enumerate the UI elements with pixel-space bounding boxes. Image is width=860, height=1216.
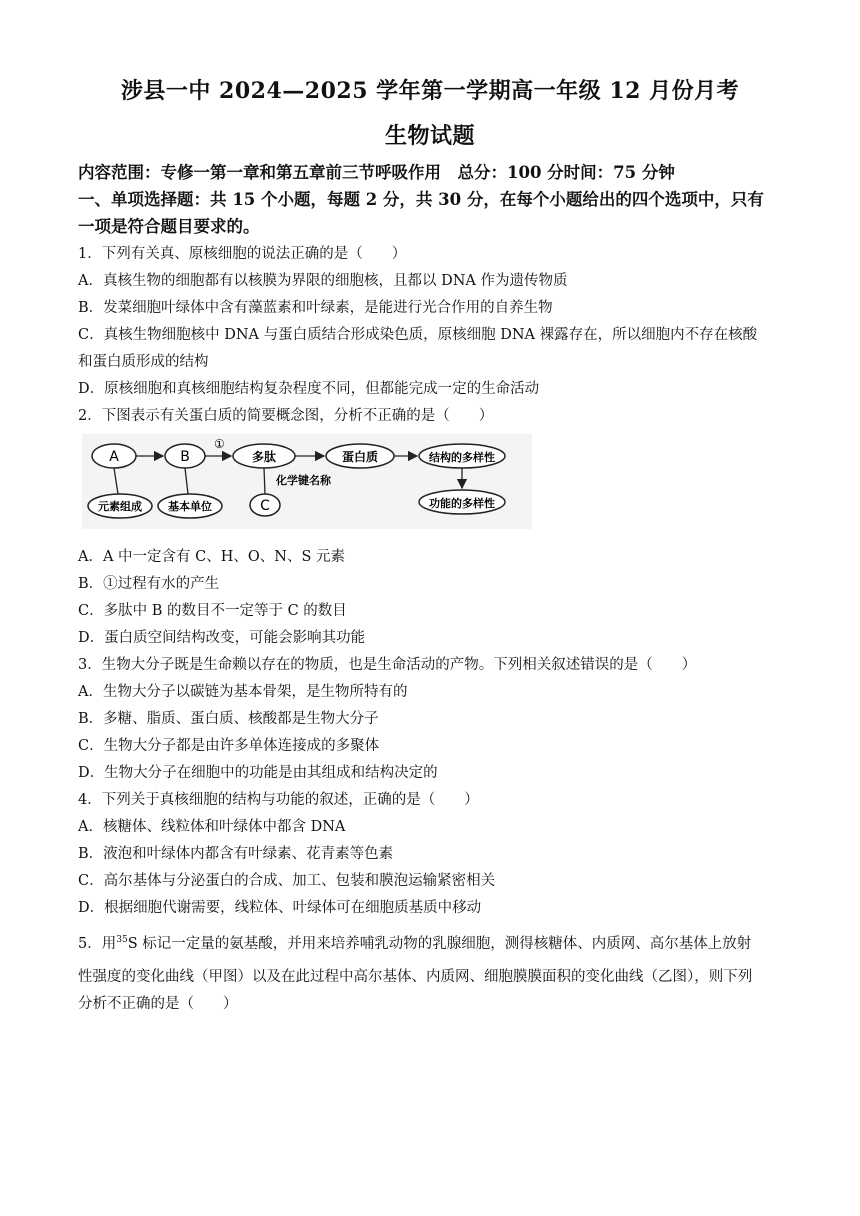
q3-option-c: C．生物大分子都是由许多单体连接成的多聚体 bbox=[78, 738, 380, 754]
q1-option-c-line2: 和蛋白质形成的结构 bbox=[78, 354, 209, 370]
q1-stem: 1．下列有关真、原核细胞的说法正确的是（ ） bbox=[78, 246, 407, 262]
q2-option-c: C．多肽中 B 的数目不一定等于 C 的数目 bbox=[78, 603, 347, 619]
node-a-label: A bbox=[109, 449, 119, 465]
q3-option-a: A．生物大分子以碳链为基本骨架，是生物所特有的 bbox=[78, 684, 408, 700]
section1-heading-line2: 一项是符合题目要求的。 bbox=[78, 217, 260, 236]
node-jiben-label: 基本单位 bbox=[168, 500, 212, 513]
q3-option-d: D．生物大分子在细胞中的功能是由其组成和结构决定的 bbox=[78, 765, 438, 781]
q5-stem-line2: 性强度的变化曲线（甲图）以及在此过程中高尔基体、内质网、细胞膜膜面积的变化曲线（乙图），则下列 bbox=[78, 969, 753, 985]
q1-option-b: B．发菜细胞叶绿体中含有藻蓝素和叶绿素，是能进行光合作用的自养生物 bbox=[78, 300, 553, 316]
q1-option-d: D．原核细胞和真核细胞结构复杂程度不同，但都能完成一定的生命活动 bbox=[78, 381, 540, 397]
node-jiegou-label: 结构的多样性 bbox=[429, 451, 495, 464]
q4-option-c: C．高尔基体与分泌蛋白的合成、加工、包装和膜泡运输紧密相关 bbox=[78, 873, 496, 889]
node-gongneng-label: 功能的多样性 bbox=[429, 497, 495, 510]
section1-heading-line1: 一、单项选择题：共 15 个小题，每题 2 分，共 30 分，在每个小题给出的四个选项中，只有 bbox=[78, 190, 764, 209]
q1-option-c-line1: C．真核生物细胞核中 DNA 与蛋白质结合形成染色质，原核细胞 DNA 裸露存在，所以细胞内不存在核酸 bbox=[78, 327, 758, 343]
huaxuejian-label: 化学键名称 bbox=[276, 474, 331, 487]
process-1-label: ① bbox=[214, 437, 225, 451]
q3-stem: 3．生物大分子既是生命赖以存在的物质，也是生命活动的产物。下列相关叙述错误的是（ ） bbox=[78, 657, 697, 673]
q3-option-b: B．多糖、脂质、蛋白质、核酸都是生物大分子 bbox=[78, 711, 379, 727]
q5-stem-line1 bbox=[78, 932, 751, 953]
q5-stem-prefix: 5．用 bbox=[78, 936, 117, 952]
line-b-jiben bbox=[185, 468, 188, 494]
node-duotai-label: 多肽 bbox=[251, 450, 277, 464]
line-duotai-c bbox=[264, 468, 265, 494]
q5-stem-rest: S 标记一定量的氨基酸，并用来培养哺乳动物的乳腺细胞，测得核糖体、内质网、高尔基体上放射 bbox=[127, 936, 752, 952]
exam-info: 内容范围：专修一第一章和第五章前三节呼吸作用 总分：100 分时间：75 分钟 bbox=[78, 163, 675, 182]
q5-isotope-mass: 35 bbox=[116, 935, 128, 946]
node-yuansu-label: 元素组成 bbox=[98, 500, 142, 513]
node-c-label: C bbox=[260, 498, 270, 514]
q2-option-b: B．①过程有水的产生 bbox=[78, 576, 220, 592]
q4-option-b: B．液泡和叶绿体内都含有叶绿素、花青素等色素 bbox=[78, 846, 394, 862]
exam-subject: 生物试题 bbox=[384, 123, 475, 149]
q2-option-d: D．蛋白质空间结构改变，可能会影响其功能 bbox=[78, 630, 366, 646]
node-danbaizhi-label: 蛋白质 bbox=[341, 450, 379, 464]
protein-concept-diagram bbox=[82, 434, 532, 529]
q2-stem: 2．下图表示有关蛋白质的简要概念图，分析不正确的是（ ） bbox=[78, 408, 494, 424]
q1-option-a: A．真核生物的细胞都有以核膜为界限的细胞核，且都以 DNA 作为遗传物质 bbox=[78, 273, 568, 289]
q4-stem: 4．下列关于真核细胞的结构与功能的叙述，正确的是（ ） bbox=[78, 792, 479, 808]
exam-title: 涉县一中 2024—2025 学年第一学期高一年级 12 月份月考 bbox=[120, 78, 740, 104]
q4-option-d: D．根据细胞代谢需要，线粒体、叶绿体可在细胞质基质中移动 bbox=[78, 900, 482, 916]
node-b-label: B bbox=[180, 449, 190, 465]
q5-stem-line3: 分析不正确的是（ ） bbox=[78, 996, 238, 1012]
q2-option-a: A．A 中一定含有 C、H、O、N、S 元素 bbox=[78, 549, 346, 565]
line-a-yuansu bbox=[114, 468, 118, 494]
q4-option-a: A．核糖体、线粒体和叶绿体中都含 DNA bbox=[78, 819, 346, 835]
